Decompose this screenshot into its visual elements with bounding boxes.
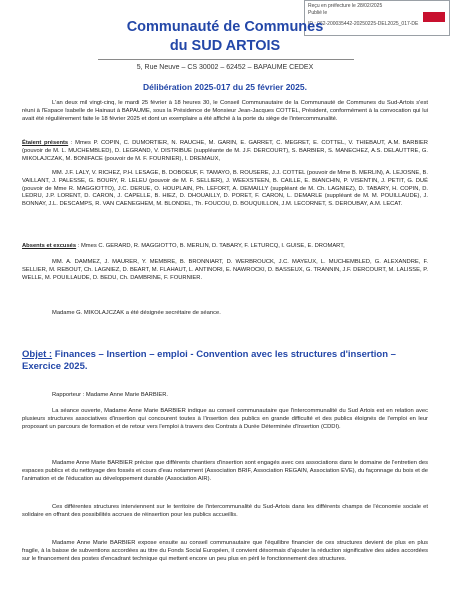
intro-paragraph: L'an deux mil vingt-cinq, le mardi 25 février à 18 heures 30, le Conseil Communautaire de la Communauté de Communes du Sud-Artois s'est réuni à l'Espace Isabelle de Hainaut à BAPAUME, sous la Présidence de Monsieur Jean-Jacques COTTEL, Président, conformément à la convocation qui lui avait été régulièrement faite le 18 février 2025 et dont un exemplaire a été affiché à la porte du siège de l'intercommunalité. (22, 100, 428, 122)
body-paragraph-4: Madame Anne Marie BARBIER expose ensuite au conseil communautaire que l'équilibre financier de ces structures devient de plus en plus fragile, à la baisse de subventions accordées au titre du Fonds Social Européen, il convient désormais d'ajouter la réduction significative des aides accordées sur le financement des postes d'encadrant technique qui mettent encore un peu plus en péril le fonctionnement des structures. (22, 540, 428, 562)
presents-label: Étaient présents (22, 140, 69, 146)
stamp-published: Publié le (308, 10, 328, 16)
body-paragraph-2: Madame Anne Marie BARBIER précise que différents chantiers d'insertion sont engagés avec ces associations dans le domaine de l'entretien des espaces publics et du nettoyage des fossés et cours d'eau notamment (Association BRIF, Association REGAIN, Association EVE), du façonnage du bois et de l'animation et de l'éducation au développement durable (Association AIR). (22, 460, 428, 482)
rapporteur-line: Rapporteur : Madame Anne Marie BARBIER. (52, 392, 168, 398)
address: 5, Rue Neuve – CS 30002 – 62452 – BAPAUME CEDEX (136, 64, 314, 71)
stamp-received: Reçu en préfecture le 28/02/2025 (308, 3, 383, 9)
objet-heading (22, 349, 428, 373)
absents-text: : Mmes C. GERARD, R. MAGGIOTTO, B. MERLIN, D. TABARY, F. LETURCQ, I. GUISE, E. DROMART, (76, 243, 345, 249)
absents-paragraph-men: MM. A. DAMMEZ, J. MAURER, Y. MEMBRE, B. BRONNIART, D. WERBROUCK, J.C. MAYEUX, L. MUCHEMBLED, G. ALEXANDRE, F. SELLIER, M. REBOUT, Ch. LAGNIEZ, D. BEART, M. FLAHAUT, L. ANTINORI, E. NAWROCKI, D. BASSEUX, G. TRANNIN, J.F. DERCOURT, M. LALISSE, P. WELLE, M. POUILLAUDE, D. BEDU, Ch. DAMBRINE, F. FOURNIER. (22, 259, 428, 281)
absents-label: Absents et excusés (22, 243, 77, 249)
secretary-line: Madame G. MIKOLAJCZAK a été désignée secrétaire de séance. (52, 310, 221, 316)
document-title-line1: Communauté de Communes (126, 19, 324, 35)
document-title-line2: du SUD ARTOIS (169, 38, 281, 54)
presents-text: : Mmes P. COPIN, C. DUMORTIER, N. RAUCHE, M. GARIN, E. GARRET, C. MEGRET, E. COTTEL, V. THIEBAUT, A.M. BARBIER (pouvoir de M. L. MUCHEMBLED), D. LEGRAND, V. DISTRIBUE (suppléante de M. J.F. DERCOURT), S. BARBIER, S. MANECHEZ, A.S. DELAUTTRE, G. MIKOLAJCZAK, M. BONIFACE (pouvoir de M. F. FOURNIER), I. DREMAUX, (22, 140, 428, 162)
body-paragraph-3: Ces différentes structures interviennent sur le territoire de l'intercommunalité du Sud-Artois dans les différents champs de l'économie sociale et solidaire en offrant des possibilités accrues de réinsertion pour les publics accueillis. (22, 504, 428, 518)
absents-paragraph (22, 243, 428, 251)
title-divider (98, 59, 354, 60)
presents-paragraph-men: MM. J.F. LALY, V. RICHEZ, P.H. LESAGE, B. DOBOEUF, F. TAMAYO, B. ROUSERE, J.J. COTTEL (pouvoir de Mme B. MERLIN), A. LEJOSNE, B. VAILLANT, J. PALESSE, G. BOURY, R. LELEU (pouvoir de M. F. SELLIER), J. WEEXSTEEN, B. CAILLE, E. BIANCHIN, P. VISENTIN, J. PETIT, G. DUÉ (pouvoir de Mme R. MAGGIOTTO), J.C. DERUE, O. HOUPLAIN, Ph. LEFORT, A. DEMAILLY (suppléant de M. Ch. LAGNIEZ), D. TABARY, H. COPIN, D. LEDRU, J.P. LORENT, D. CARON, J. CAPELLE, B. HIEZ, D. DHOUAILLY, D. PORET, F. CARON, L. DEMARLE (suppléant de M. M. POUILLAUDE), J. BONNAY, J.L. DESCAMPS, R. VAN CAENEGHEM, M. BLONDEL, Th. FOUCOU, D. BOUQUILLON, J.M. LECORNET, S. DEROUBAY, A.M. LECAT. (22, 170, 428, 208)
body-paragraph-1: La séance ouverte, Madame Anne Marie BARBIER indique au conseil communautaire que l'intercommunalité du Sud Artois est en relation avec plusieurs structures associatives d'insertion qui concourent toutes à l'insertion des publics en grande difficulté et des publics éloignés de l'emploi en leur proposant un parcours de formation et de retour vers l'emploi à travers des Contrats à Durée Déterminée d'Insertion (CDDI). (22, 408, 428, 430)
objet-label: Objet : (22, 349, 53, 360)
presents-paragraph (22, 140, 428, 163)
objet-text: Finances – Insertion – emploi - Convention avec les structures d'insertion – Exercice 2025. (22, 349, 396, 372)
deliberation-title: Délibération 2025-017 du 25 février 2025. (143, 82, 307, 92)
stamp-id: ID : 062-200035442-20250225-DEL2025_017-DE (308, 21, 419, 27)
